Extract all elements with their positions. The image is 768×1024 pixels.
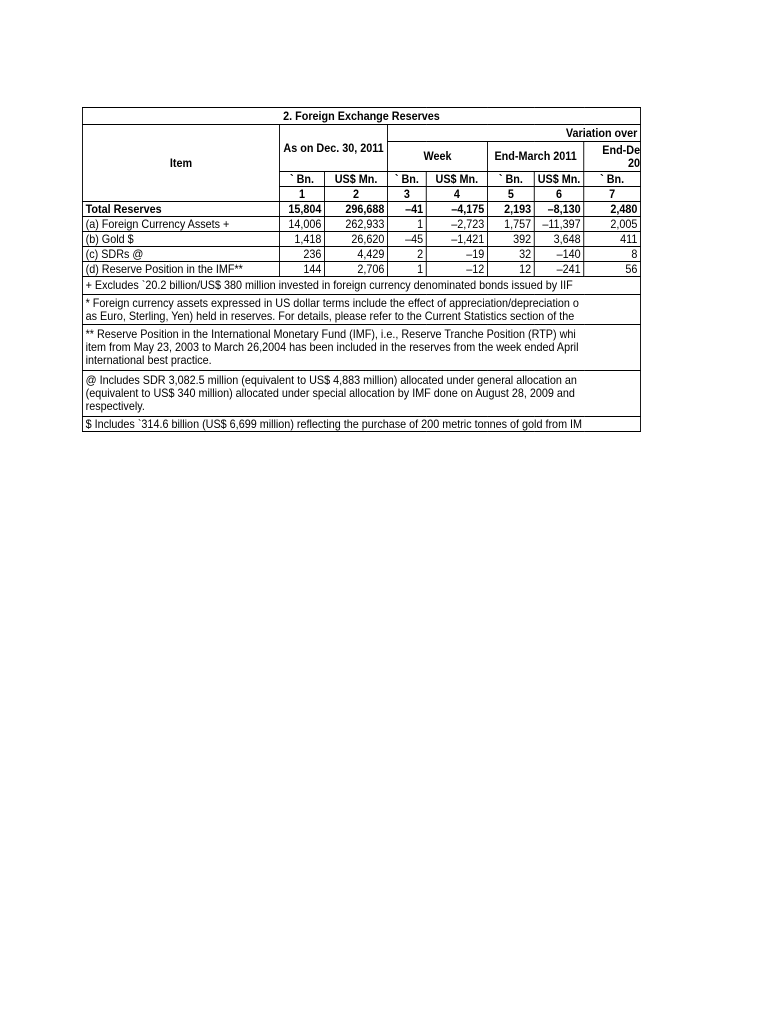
cell-value: –241 — [534, 262, 584, 277]
row-item-label: Total Reserves — [82, 202, 279, 217]
footnote-line: as Euro, Sterling, Yen) held in reserves. For details, please refer to the Current Statistics section of the — [85, 308, 575, 323]
cell-value: 15,804 — [280, 202, 325, 217]
end-march-header: End-March 2011 — [487, 142, 583, 172]
variation-over-header: Variation over — [388, 125, 641, 142]
footnote-gold-purchase: $ Includes `314.6 billion (US$ 6,699 million) reflecting the purchase of 200 metric tonnes of gold from IM — [82, 417, 640, 432]
column-number: 1 — [280, 187, 325, 202]
table-row — [82, 217, 640, 232]
cell-value: 3,648 — [534, 232, 584, 247]
cell-value: –2,723 — [426, 217, 487, 232]
column-number: 4 — [426, 187, 487, 202]
cell-value: 1 — [388, 217, 427, 232]
unit-label: US$ Mn. — [534, 172, 584, 187]
cell-value: –8,130 — [534, 202, 584, 217]
footnote-line: @ Includes SDR 3,082.5 million (equivalent to US$ 4,883 million) allocated under general allocation an — [85, 373, 577, 387]
column-number: 7 — [584, 187, 641, 202]
cell-value: –140 — [534, 247, 584, 262]
end-december-header — [584, 142, 641, 172]
week-header: Week — [388, 142, 488, 172]
cell-value: 1,757 — [487, 217, 534, 232]
unit-label: US$ Mn. — [426, 172, 487, 187]
footnote-line: respectively. — [85, 399, 145, 413]
column-number: 3 — [388, 187, 427, 202]
cell-value: 144 — [280, 262, 325, 277]
table-title: 2. Foreign Exchange Reserves — [82, 108, 640, 125]
footnote-reserve-position — [82, 325, 640, 371]
column-number: 2 — [325, 187, 388, 202]
table-row — [82, 202, 640, 217]
cell-value: –12 — [426, 262, 487, 277]
cell-value: –19 — [426, 247, 487, 262]
cell-value: 26,620 — [325, 232, 388, 247]
footnote-line: international best practice. — [85, 353, 212, 367]
end-december-header-line1: End-De — [602, 142, 641, 157]
table-row — [82, 262, 640, 277]
end-december-header-line2: 20 — [628, 155, 641, 170]
cell-value: –41 — [388, 202, 427, 217]
cell-value: –1,421 — [426, 232, 487, 247]
unit-label: US$ Mn. — [325, 172, 388, 187]
footnote-line: * Foreign currency assets expressed in US dollar terms include the effect of appreciation/depreciation o — [85, 295, 579, 310]
cell-value: 236 — [280, 247, 325, 262]
cell-value: –11,397 — [534, 217, 584, 232]
footnote-line: item from May 23, 2003 to March 26,2004 has been included in the reserves from the week ended April — [85, 340, 579, 354]
cell-value: 56 — [584, 262, 641, 277]
column-number: 6 — [534, 187, 584, 202]
cell-value: 392 — [487, 232, 534, 247]
cell-value: 411 — [584, 232, 641, 247]
cell-value: 2,005 — [584, 217, 641, 232]
unit-label: ` Bn. — [280, 172, 325, 187]
cell-value: 2 — [388, 247, 427, 262]
cell-value: 262,933 — [325, 217, 388, 232]
cell-value: 1,418 — [280, 232, 325, 247]
reserves-document — [82, 107, 658, 454]
column-number: 5 — [487, 187, 534, 202]
row-item-label: (c) SDRs @ — [82, 247, 279, 262]
cell-value: 2,706 — [325, 262, 388, 277]
row-item-label: (a) Foreign Currency Assets + — [82, 217, 279, 232]
item-header: Item — [82, 125, 279, 202]
cell-value: 12 — [487, 262, 534, 277]
cell-value: 2,480 — [584, 202, 641, 217]
unit-label: ` Bn. — [487, 172, 534, 187]
row-item-label: (b) Gold $ — [82, 232, 279, 247]
footnote-line: ** Reserve Position in the International Monetary Fund (IMF), i.e., Reserve Tranche Position (RTP) whi — [85, 327, 576, 341]
unit-label: ` Bn. — [584, 172, 641, 187]
cell-value: –4,175 — [426, 202, 487, 217]
cell-value: 1 — [388, 262, 427, 277]
cell-value: 32 — [487, 247, 534, 262]
cell-value: 2,193 — [487, 202, 534, 217]
foreign-exchange-reserves-table — [82, 107, 641, 432]
cell-value: 14,006 — [280, 217, 325, 232]
footnote-sdr-allocation — [82, 371, 640, 417]
cell-value: –45 — [388, 232, 427, 247]
footnote-foreign-currency-assets — [82, 295, 640, 325]
table-row — [82, 247, 640, 262]
table-row — [82, 232, 640, 247]
unit-label: ` Bn. — [388, 172, 427, 187]
cell-value: 8 — [584, 247, 641, 262]
as-on-header: As on Dec. 30, 2011 — [280, 125, 388, 172]
cell-value: 296,688 — [325, 202, 388, 217]
cell-value: 4,429 — [325, 247, 388, 262]
footnote-line: (equivalent to US$ 340 million) allocated under special allocation by IMF done on August 28, 2009 and — [85, 386, 575, 400]
footnote-iif-bonds: + Excludes `20.2 billion/US$ 380 million invested in foreign currency denominated bonds issued by IIF — [82, 277, 640, 295]
row-item-label: (d) Reserve Position in the IMF** — [82, 262, 279, 277]
